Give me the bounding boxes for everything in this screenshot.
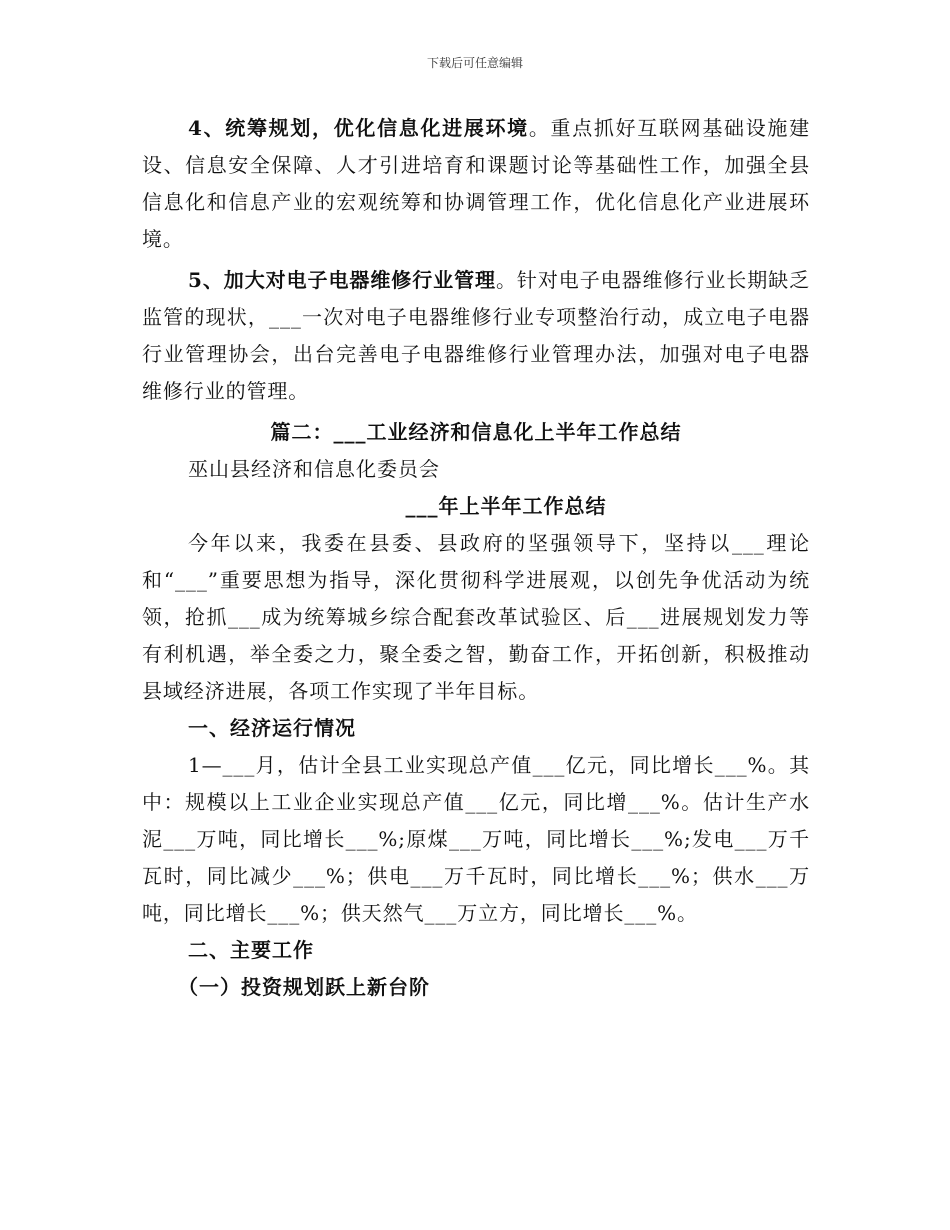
part-2-title: 篇二：___工业经济和信息化上半年工作总结 [270,420,682,444]
page-header: 下载后可任意编辑 [426,56,523,70]
subheading-investment: （一）投资规划跃上新台阶 [178,975,430,999]
item-4-body: 。重点抓好互联网基础设施建设、信息安全保障、人才引进培育和课题讨论等基础性工作，加强全县信息化和信息产业的宏观统筹和协调管理工作，优化信息化产业进展环境。 [142,116,810,251]
heading-economy: 一、经济运行情况 [188,716,356,740]
paragraph-item-4 [142,110,810,258]
summary-title: ___年上半年工作总结 [405,494,607,518]
paragraph-item-5 [142,262,810,410]
organization-name: 巫山县经济和信息化委员会 [188,457,440,481]
intro-paragraph: 今年以来，我委在县委、县政府的坚强领导下，坚持以___理论和“___”重要思想为指导，深化贯彻科学进展观，以创先争优活动为统领，抢抓___成为统筹城乡综合配套改革试验区、后___进展规划发力等有利机遇，举全委之力，聚全委之智，勤奋工作，开拓创新，积极推动县域经济进展，各项工作实现了半年目标。 [142,531,810,703]
economy-paragraph: 1—___月，估计全县工业实现总产值___亿元，同比增长___%。其中：规模以上工业企业实现总产值___亿元，同比增___%。估计生产水泥___万吨，同比增长___%;原煤___万吨，同比增长___%;发电___万千瓦时，同比减少___%；供电___万千瓦时，同比增长___%；供水___万吨，同比增长___%；供天然气___万立方，同比增长___%。 [142,753,810,925]
item-5-body: 。针对电子电器维修行业长期缺乏监管的现状，___一次对电子电器维修行业专项整治行动，成立电子电器行业管理协会，出台完善电子电器维修行业管理办法，加强对电子电器维修行业的管理。 [142,268,811,403]
heading-main-work: 二、主要工作 [188,938,314,962]
item-5-lead: 5、加大对电子电器维修行业管理 [188,268,496,292]
item-4-lead: 4、统筹规划，优化信息化进展环境 [188,116,529,140]
document-body [142,110,810,1006]
